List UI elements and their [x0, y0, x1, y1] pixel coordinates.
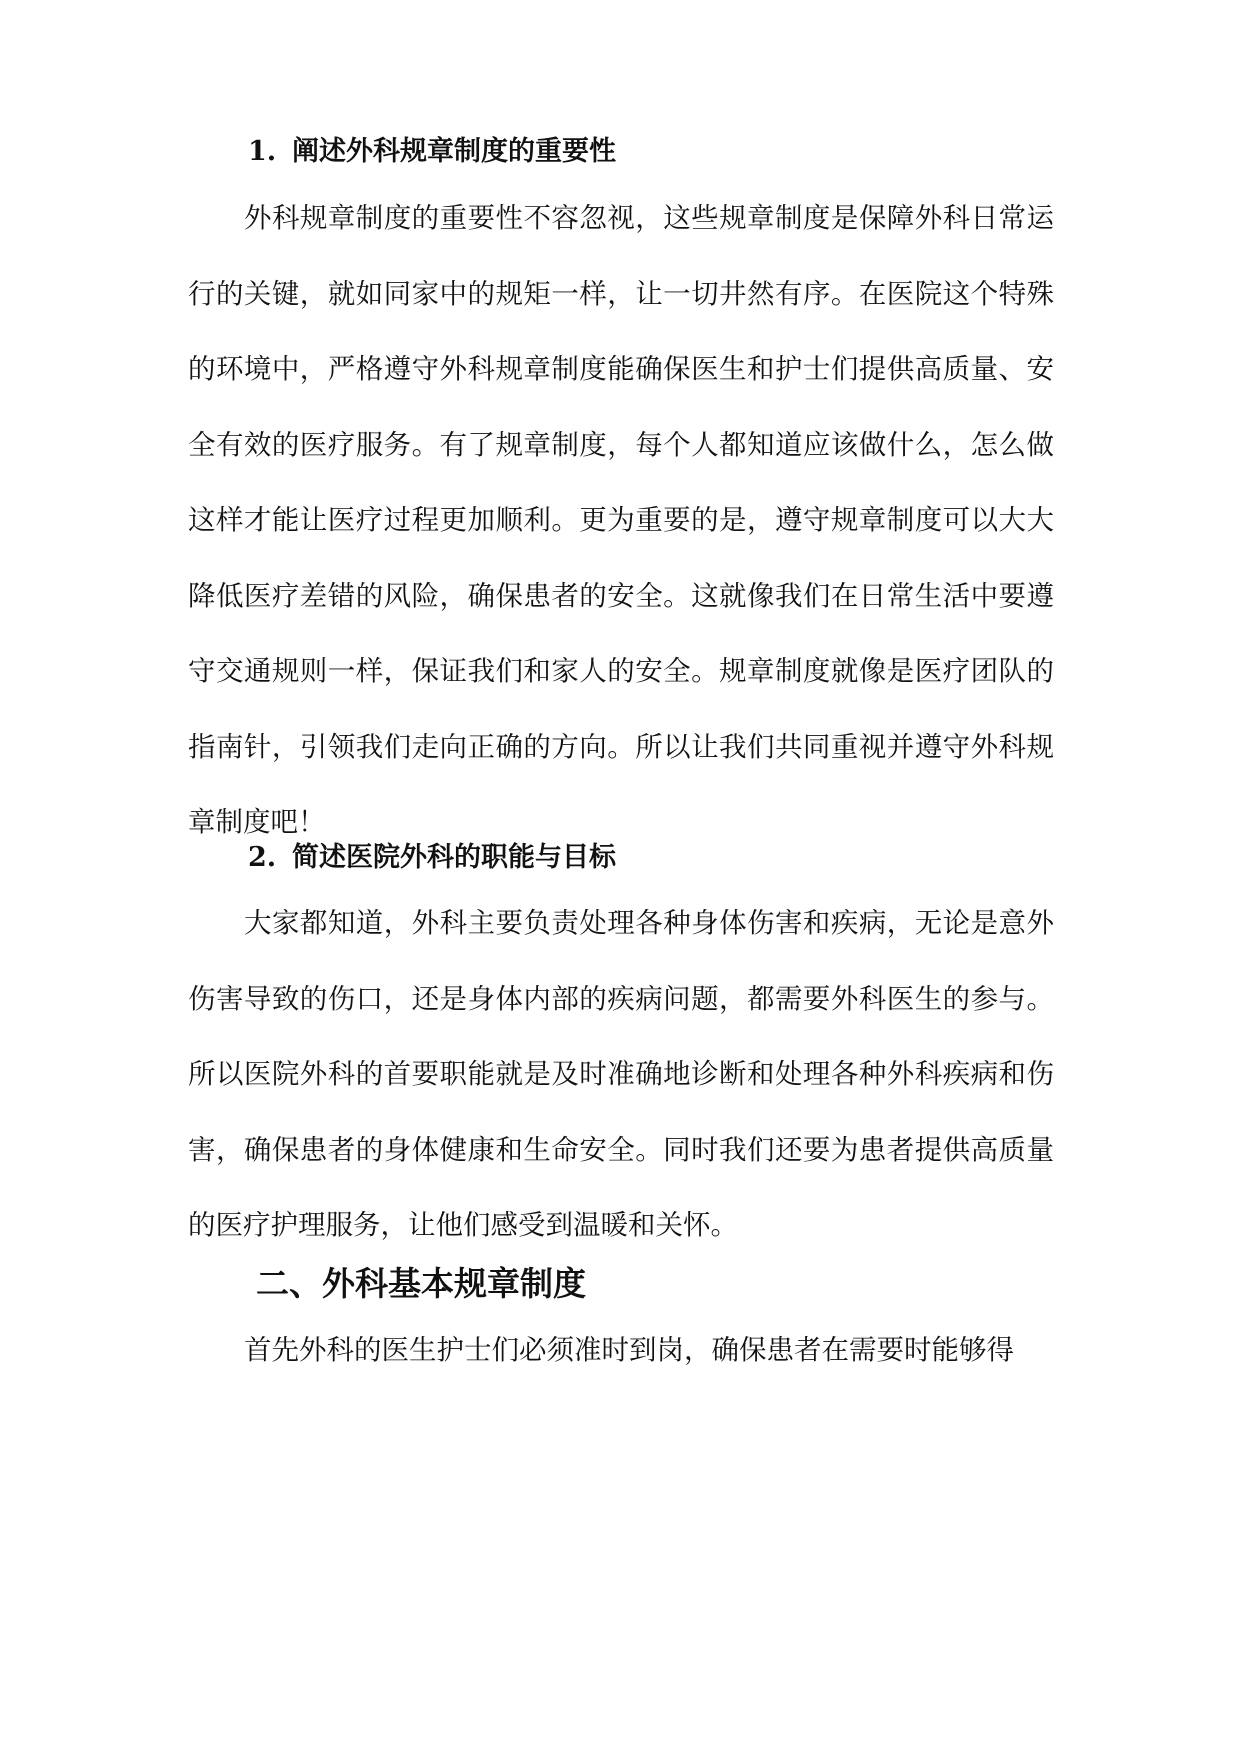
section-title-basic-rules: 二、外科基本规章制度	[256, 1264, 586, 1303]
paragraph-functions-and-goals: 大家都知道，外科主要负责处理各种身体伤害和疾病，无论是意外伤害导致的伤口，还是身体内部的疾病问题，都需要外科医生的参与。所以医院外科的首要职能就是及时准确地诊断和处理各种外科疾病和伤害，确保患者的身体健康和生命安全。同时我们还要为患者提供高质量的医疗护理服务，让他们感受到温暖和关怀。	[188, 907, 1054, 1241]
paragraph-importance-of-rules: 外科规章制度的重要性不容忽视，这些规章制度是保障外科日常运行的关键，就如同家中的规矩一样，让一切井然有序。在医院这个特殊的环境中，严格遵守外科规章制度能确保医生和护士们提供高质量、安全有效的医疗服务。有了规章制度，每个人都知道应该做什么，怎么做这样才能让医疗过程更加顺利。更为重要的是，遵守规章制度可以大大降低医疗差错的风险，确保患者的安全。这就像我们在日常生活中要遵守交通规则一样，保证我们和家人的安全。规章制度就像是医疗团队的指南针，引领我们走向正确的方向。所以让我们共同重视并遵守外科规章制度吧！	[188, 202, 1054, 838]
heading-importance-of-rules	[248, 132, 616, 172]
paragraph-basic-rules: 首先外科的医生护士们必须准时到岗，确保患者在需要时能够得	[244, 1334, 1014, 1366]
heading-functions-and-goals	[248, 838, 616, 878]
heading-number: 2.	[248, 842, 277, 873]
heading-text: 阐述外科规章制度的重要性	[292, 136, 616, 167]
heading-text: 简述医院外科的职能与目标	[292, 842, 616, 873]
heading-number: 1.	[248, 136, 277, 167]
